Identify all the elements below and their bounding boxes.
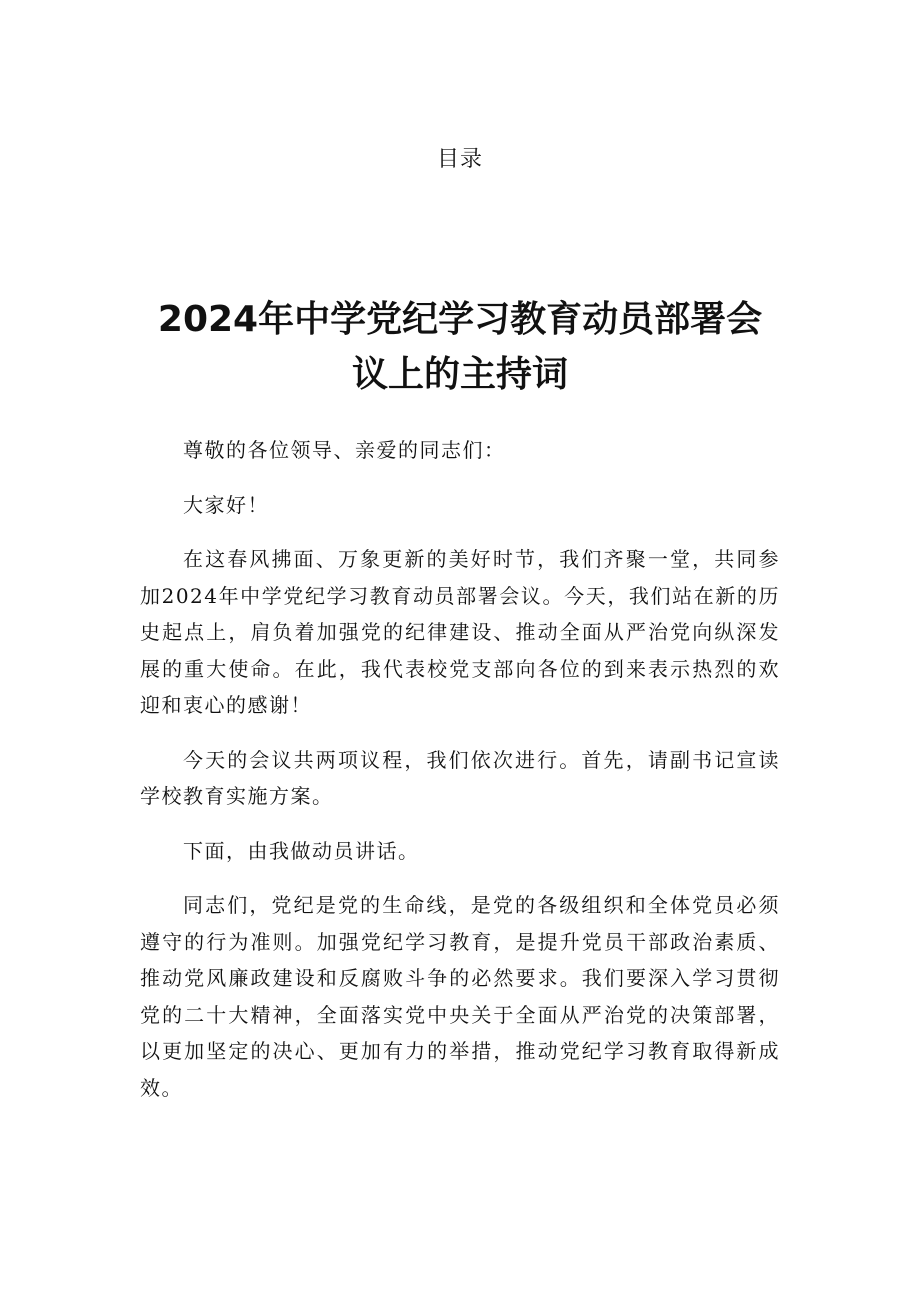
toc-heading: 目录 <box>436 147 483 172</box>
greeting-paragraph: 大家好！ <box>183 492 269 517</box>
document-title: 2024年中学党纪学习教育动员部署会议上的主持词 <box>157 299 763 395</box>
body-paragraph: 在这春风拂面、万象更新的美好时节，我们齐聚一堂，共同参加2024年中学党纪学习教育动员部署会议。今天，我们站在新的历史起点上，肩负着加强党的纪律建设、推动全面从严治党向纵深发展的重大使命。在此，我代表校党支部向各位的到来表示热烈的欢迎和衷心的感谢！ <box>140 547 780 717</box>
body-paragraph: 今天的会议共两项议程，我们依次进行。首先，请副书记宣读学校教育实施方案。 <box>140 747 780 808</box>
salutation-paragraph: 尊敬的各位领导、亲爱的同志们： <box>183 438 506 462</box>
body-paragraph: 下面，由我做动员讲话。 <box>183 838 420 863</box>
document-body <box>140 432 780 1124</box>
body-paragraph: 同志们，党纪是党的生命线，是党的各级组织和全体党员必须遵守的行为准则。加强党纪学习教育，是提升党员干部政治素质、推动党风廉政建设和反腐败斗争的必然要求。我们要深入学习贯彻党的二十大精神，全面落实党中央关于全面从严治党的决策部署，以更加坚定的决心、更加有力的举措，推动党纪学习教育取得新成效。 <box>140 893 780 1100</box>
